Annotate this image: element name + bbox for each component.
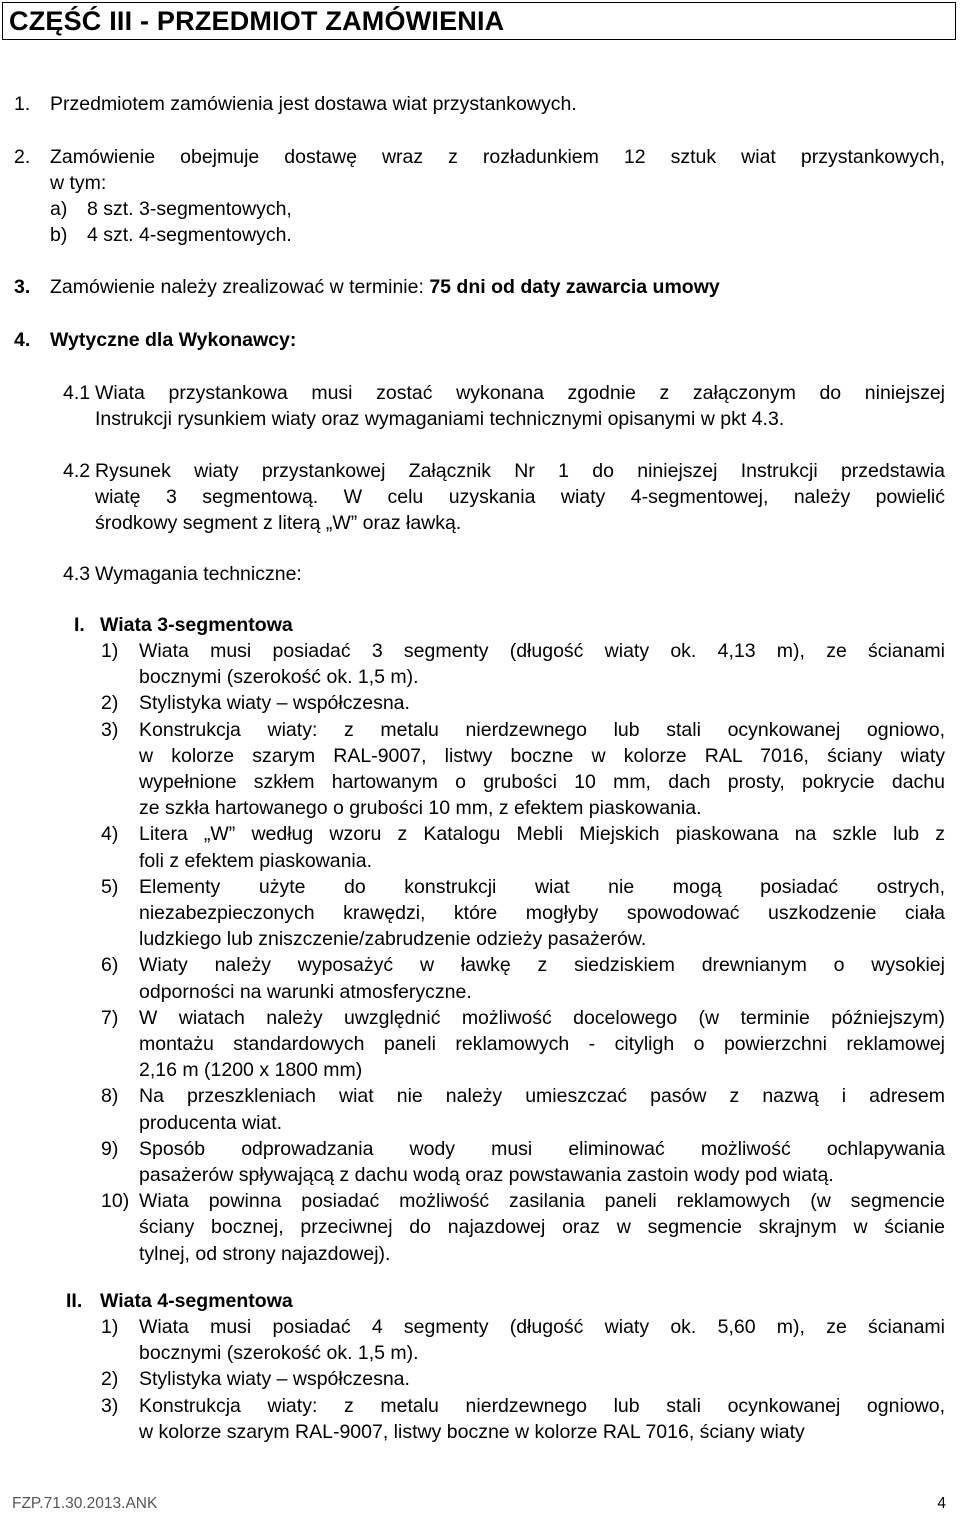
section-i-item-8-line-2: producenta wiat. — [139, 1111, 283, 1134]
section-i-item-10-number: 10) — [101, 1190, 130, 1213]
sub-4-2-line-2: wiatę 3 segmentową. W celu uzyskania wiaty 4-segmentowej, należy powielić — [95, 486, 945, 508]
section-i-item-3-line-3: wypełnione szkłem hartowanym o grubości 10 mm, dach prosty, pokrycie dachu — [139, 771, 945, 793]
section-i-item-6-line-1: Wiaty należy wyposażyć w ławkę z siedziskiem drewnianym o wysokiej — [139, 954, 945, 977]
section-i-item-3-line-2: w kolorze szarym RAL-9007, listwy boczne w kolorze RAL 7016, ściany wiaty — [139, 744, 945, 767]
section-i-number: I. — [74, 614, 85, 636]
section-i-item-3-line-4: ze szkła hartowanego o grubości 10 mm, z efektem piaskowania. — [139, 797, 702, 820]
section-i-item-4-line-1: Litera „W” według wzoru z Katalogu Mebli Miejskich piaskowana na szkle lub z — [139, 823, 945, 846]
section-ii-item-3-number: 3) — [101, 1394, 119, 1417]
item-2-number: 2. — [14, 146, 31, 168]
section-i-item-6-number: 6) — [101, 954, 119, 977]
sub-4-1-line-1: Wiata przystankowa musi zostać wykonana zgodnie z załączonym do niniejszej — [95, 382, 945, 404]
section-i-item-7-line-1: W wiatach należy uwzględnić możliwość docelowego (w terminie późniejszym) — [139, 1006, 945, 1029]
item-1-number: 1. — [14, 93, 31, 115]
item-3-text: Zamówienie należy zrealizować w terminie: 75 dni od daty zawarcia umowy — [50, 276, 720, 298]
sub-4-2-number: 4.2 — [63, 460, 91, 482]
section-i-item-8-line-1: Na przeszkleniach wiat nie należy umieszczać pasów z nazwą i adresem — [139, 1085, 945, 1108]
section-i-item-8-number: 8) — [101, 1085, 119, 1108]
section-i-item-10-line-2: ściany bocznej, przeciwnej do najazdowej oraz w segmencie skrajnym w ścianie — [139, 1216, 945, 1239]
section-i-item-3-number: 3) — [101, 718, 119, 741]
item-4-text: Wytyczne dla Wykonawcy: — [50, 329, 297, 351]
footer-doc-id: FZP.71.30.2013.ANK — [12, 1495, 158, 1512]
section-i-item-3-line-1: Konstrukcja wiaty: z metalu nierdzewnego lub stali ocynkowanej ogniowo, — [139, 718, 945, 741]
section-i-item-5-number: 5) — [101, 875, 119, 898]
item-4-number: 4. — [14, 329, 31, 351]
item-2-line-2: w tym: — [50, 172, 107, 194]
item-3-deadline: 75 dni od daty zawarcia umowy — [429, 276, 720, 298]
section-ii-title: Wiata 4-segmentowa — [100, 1290, 293, 1312]
sub-4-3-number: 4.3 — [63, 563, 91, 585]
section-i-item-9-line-1: Sposób odprowadzania wody musi eliminować możliwość ochlapywania — [139, 1137, 945, 1160]
section-i-item-4-number: 4) — [101, 823, 119, 846]
section-i-item-7-line-2: montażu standardowych paneli reklamowych - cityligh o powierzchni reklamowej — [139, 1033, 945, 1055]
section-i-item-5-line-1: Elementy użyte do konstrukcji wiat nie mogą posiadać ostrych, — [139, 875, 945, 898]
section-ii-item-2-line-1: Stylistyka wiaty – współczesna. — [139, 1368, 410, 1391]
section-i-item-5-line-3: ludzkiego lub zniszczenie/zabrudzenie odzieży pasażerów. — [139, 928, 647, 951]
section-ii-item-2-number: 2) — [101, 1368, 119, 1391]
section-i-item-6-line-2: odporności na warunki atmosferyczne. — [139, 980, 472, 1003]
item-2-line-1: Zamówienie obejmuje dostawę wraz z rozładunkiem 12 sztuk wiat przystankowych, — [50, 146, 945, 168]
section-ii-item-3-line-1: Konstrukcja wiaty: z metalu nierdzewnego lub stali ocynkowanej ogniowo, — [139, 1394, 945, 1417]
sub-4-1-line-2: Instrukcji rysunkiem wiaty oraz wymaganiami technicznymi opisanymi w pkt 4.3. — [95, 408, 785, 430]
section-ii-item-1-line-2: bocznymi (szerokość ok. 1,5 m). — [139, 1342, 419, 1365]
section-i-title: Wiata 3-segmentowa — [100, 614, 293, 636]
section-i-item-1-line-1: Wiata musi posiadać 3 segmenty (długość wiaty ok. 4,13 m), ze ścianami — [139, 640, 945, 662]
section-i-item-9-number: 9) — [101, 1137, 119, 1160]
section-title: CZĘŚĆ III - PRZEDMIOT ZAMÓWIENIA — [9, 6, 505, 36]
section-ii-item-1-line-1: Wiata musi posiadać 4 segmenty (długość wiaty ok. 5,60 m), ze ścianami — [139, 1316, 945, 1338]
section-i-item-1-number: 1) — [101, 640, 119, 662]
section-i-item-2-number: 2) — [101, 692, 119, 715]
section-i-item-10-line-3: tylnej, od strony najazdowej). — [139, 1242, 391, 1265]
sub-4-1-number: 4.1 — [63, 382, 91, 404]
item-1-text: Przedmiotem zamówienia jest dostawa wiat przystankowych. — [50, 93, 577, 115]
section-i-item-9-line-2: pasażerów spływającą z dachu wodą oraz powstawania zastoin wody pod wiatą. — [139, 1164, 834, 1186]
section-ii-number: II. — [66, 1290, 83, 1312]
section-i-item-4-line-2: foli z efektem piaskowania. — [139, 849, 373, 872]
section-title-box — [2, 2, 956, 40]
sub-4-2-line-1: Rysunek wiaty przystankowej Załącznik Nr 1 do niniejszej Instrukcji przedstawia — [95, 460, 945, 482]
sub-4-3-text: Wymagania techniczne: — [95, 563, 302, 585]
item-2a-text: 8 szt. 3-segmentowych, — [87, 198, 292, 220]
section-i-item-7-line-3: 2,16 m (1200 x 1800 mm) — [139, 1059, 363, 1082]
sub-4-2-line-3: środkowy segment z literą „W” oraz ławką. — [95, 512, 462, 534]
footer-page-number: 4 — [937, 1495, 946, 1512]
item-2b-label: b) — [50, 224, 68, 246]
section-ii-item-3-line-2: w kolorze szarym RAL-9007, listwy boczne w kolorze RAL 7016, ściany wiaty — [139, 1420, 805, 1443]
section-i-item-2-line-1: Stylistyka wiaty – współczesna. — [139, 692, 410, 715]
item-3-number: 3. — [14, 276, 31, 298]
section-i-item-7-number: 7) — [101, 1006, 119, 1029]
item-2b-text: 4 szt. 4-segmentowych. — [87, 224, 292, 246]
section-ii-item-1-number: 1) — [101, 1316, 119, 1338]
section-i-item-1-line-2: bocznymi (szerokość ok. 1,5 m). — [139, 666, 419, 689]
section-i-item-10-line-1: Wiata powinna posiadać możliwość zasilania paneli reklamowych (w segmencie — [139, 1190, 945, 1213]
section-i-item-5-line-2: niezabezpieczonych krawędzi, które mogłyby spowodować uszkodzenie ciała — [139, 902, 945, 924]
item-2a-label: a) — [50, 198, 68, 220]
